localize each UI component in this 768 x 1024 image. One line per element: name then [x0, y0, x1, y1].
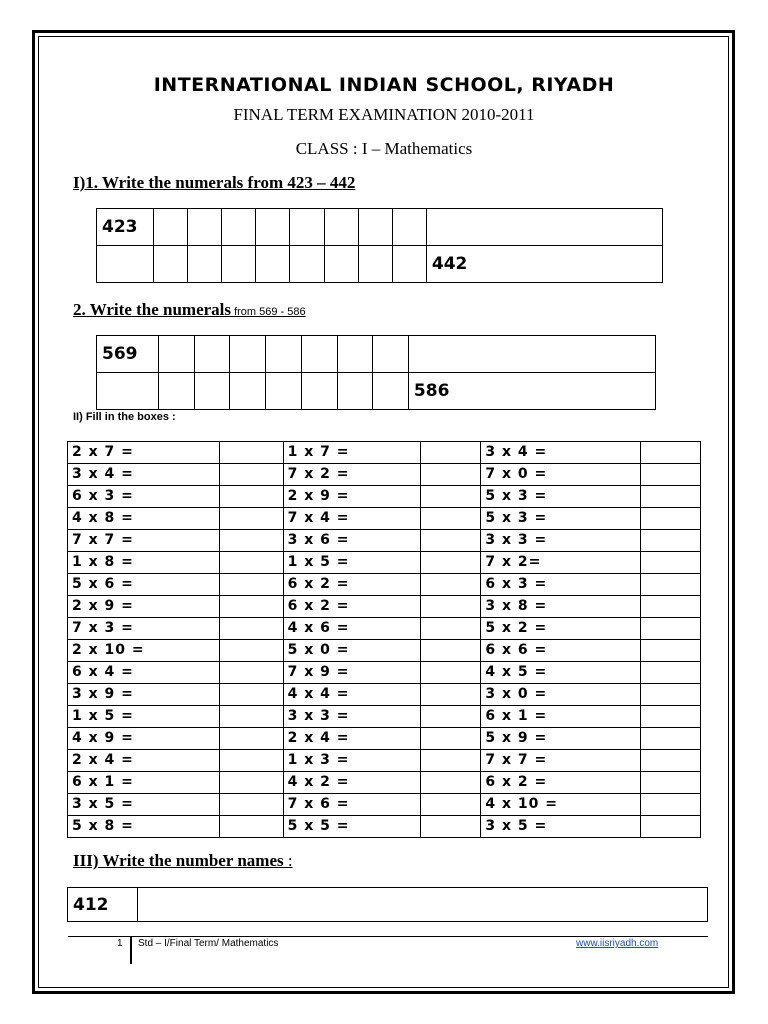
answer-box[interactable]: [219, 442, 283, 464]
multiplication-question: 5 x 0 =: [283, 640, 421, 662]
table-row: [68, 750, 701, 772]
multiplication-question: 2 x 4 =: [283, 728, 421, 750]
numeral-end-cell: 442: [426, 246, 662, 283]
answer-box[interactable]: [219, 684, 283, 706]
numeral-cell[interactable]: [373, 373, 409, 410]
answer-box[interactable]: [641, 486, 701, 508]
answer-box[interactable]: [219, 750, 283, 772]
multiplication-question: 3 x 6 =: [283, 530, 421, 552]
multiplication-question: 6 x 6 =: [481, 640, 641, 662]
answer-box[interactable]: [219, 816, 283, 838]
multiplication-question: 5 x 9 =: [481, 728, 641, 750]
number-cell: 412: [68, 888, 138, 922]
answer-box[interactable]: [421, 706, 481, 728]
numeral-cell[interactable]: [154, 246, 188, 283]
numeral-cell[interactable]: [301, 336, 337, 373]
numeral-cell[interactable]: [154, 209, 188, 246]
numerals-table-2: [96, 335, 656, 410]
answer-box[interactable]: [421, 794, 481, 816]
answer-box[interactable]: [641, 816, 701, 838]
answer-box[interactable]: [641, 684, 701, 706]
numeral-cell[interactable]: [188, 246, 222, 283]
table-row: [68, 662, 701, 684]
table-row: [68, 618, 701, 640]
answer-box[interactable]: [219, 618, 283, 640]
multiplication-question: 7 x 9 =: [283, 662, 421, 684]
multiplication-question: 1 x 5 =: [283, 552, 421, 574]
multiplication-question: 2 x 10 =: [68, 640, 220, 662]
answer-box[interactable]: [219, 486, 283, 508]
answer-box[interactable]: [219, 530, 283, 552]
answer-box[interactable]: [421, 640, 481, 662]
table-row: [68, 574, 701, 596]
answer-box[interactable]: [421, 816, 481, 838]
numeral-cell[interactable]: [194, 336, 230, 373]
answer-box[interactable]: [219, 464, 283, 486]
multiplication-question: 1 x 5 =: [68, 706, 220, 728]
answer-box[interactable]: [421, 772, 481, 794]
answer-box[interactable]: [421, 574, 481, 596]
multiplication-question: 7 x 7 =: [68, 530, 220, 552]
answer-box[interactable]: [641, 596, 701, 618]
numeral-cell[interactable]: [290, 246, 324, 283]
answer-box[interactable]: [421, 596, 481, 618]
multiplication-question: 6 x 1 =: [481, 706, 641, 728]
question-4-title-text: III) Write the number names: [73, 851, 284, 870]
multiplication-question: 7 x 3 =: [68, 618, 220, 640]
numeral-cell[interactable]: [337, 336, 373, 373]
answer-box[interactable]: [421, 750, 481, 772]
question-4-title: [73, 851, 293, 871]
answer-box[interactable]: [219, 508, 283, 530]
multiplication-question: 1 x 7 =: [283, 442, 421, 464]
answer-box[interactable]: [641, 464, 701, 486]
multiplication-question: 7 x 6 =: [283, 794, 421, 816]
multiplication-question: 6 x 3 =: [481, 574, 641, 596]
numeral-cell[interactable]: [188, 209, 222, 246]
answer-box[interactable]: [219, 596, 283, 618]
numeral-cell[interactable]: [222, 209, 256, 246]
multiplication-question: 3 x 4 =: [68, 464, 220, 486]
answer-box[interactable]: [641, 662, 701, 684]
answer-box[interactable]: [421, 486, 481, 508]
question-2-title: [73, 300, 306, 320]
numeral-cell[interactable]: [159, 373, 195, 410]
numeral-cell[interactable]: [266, 336, 302, 373]
multiplication-question: 5 x 6 =: [68, 574, 220, 596]
multiplication-question: 5 x 3 =: [481, 508, 641, 530]
table-row: [68, 794, 701, 816]
table-row: [68, 464, 701, 486]
answer-box[interactable]: [641, 750, 701, 772]
answer-box[interactable]: [219, 728, 283, 750]
answer-box[interactable]: [219, 552, 283, 574]
multiplication-question: 6 x 3 =: [68, 486, 220, 508]
answer-box[interactable]: [421, 508, 481, 530]
multiplication-question: 5 x 2 =: [481, 618, 641, 640]
answer-box[interactable]: [219, 772, 283, 794]
question-2-title-text: 2. Write the numerals: [73, 300, 232, 319]
numeral-cell[interactable]: [97, 246, 154, 283]
numeral-cell[interactable]: [426, 209, 662, 246]
numeral-cell[interactable]: [97, 373, 159, 410]
multiplication-question: 2 x 7 =: [68, 442, 220, 464]
numeral-start-cell: 569: [97, 336, 159, 373]
answer-box[interactable]: [641, 552, 701, 574]
table-row: [68, 442, 701, 464]
numeral-start-cell: 423: [97, 209, 154, 246]
numeral-cell[interactable]: [230, 336, 266, 373]
answer-box[interactable]: [641, 442, 701, 464]
numeral-cell[interactable]: [222, 246, 256, 283]
multiplication-question: 3 x 9 =: [68, 684, 220, 706]
answer-box[interactable]: [641, 794, 701, 816]
numeral-cell[interactable]: [373, 336, 409, 373]
question-4-colon: :: [283, 851, 293, 870]
answer-box[interactable]: [219, 794, 283, 816]
numeral-cell[interactable]: [392, 246, 426, 283]
table-row: [68, 640, 701, 662]
multiplication-question: 4 x 5 =: [481, 662, 641, 684]
multiplication-question: 5 x 5 =: [283, 816, 421, 838]
multiplication-question: 3 x 8 =: [481, 596, 641, 618]
multiplication-question: 6 x 2 =: [481, 772, 641, 794]
answer-box[interactable]: [641, 574, 701, 596]
numeral-cell[interactable]: [230, 373, 266, 410]
multiplication-question: 4 x 10 =: [481, 794, 641, 816]
numeral-cell[interactable]: [266, 373, 302, 410]
multiplication-table: [67, 441, 701, 838]
school-name: INTERNATIONAL INDIAN SCHOOL, RIYADH: [153, 74, 615, 96]
class-subject: CLASS : I – Mathematics: [295, 139, 473, 158]
multiplication-question: 1 x 3 =: [283, 750, 421, 772]
answer-box[interactable]: [219, 574, 283, 596]
footer-page-number: 1: [117, 938, 123, 949]
table-row: [68, 486, 701, 508]
answer-box[interactable]: [421, 442, 481, 464]
table-row: [68, 596, 701, 618]
numeral-cell[interactable]: [392, 209, 426, 246]
multiplication-question: 4 x 4 =: [283, 684, 421, 706]
multiplication-question: 6 x 4 =: [68, 662, 220, 684]
multiplication-question: 5 x 3 =: [481, 486, 641, 508]
answer-box[interactable]: [219, 706, 283, 728]
numeral-end-cell: 586: [408, 373, 655, 410]
numeral-cell[interactable]: [256, 209, 290, 246]
footer-divider: [68, 936, 708, 937]
number-names-table: [67, 887, 708, 922]
numeral-cell[interactable]: [324, 246, 358, 283]
multiplication-question: 7 x 2=: [481, 552, 641, 574]
multiplication-question: 4 x 9 =: [68, 728, 220, 750]
multiplication-question: 3 x 3 =: [283, 706, 421, 728]
table-row: [68, 728, 701, 750]
multiplication-question: 7 x 7 =: [481, 750, 641, 772]
answer-box[interactable]: [421, 662, 481, 684]
multiplication-question: 3 x 4 =: [481, 442, 641, 464]
number-name-answer-cell[interactable]: [138, 888, 708, 922]
numeral-cell[interactable]: [256, 246, 290, 283]
multiplication-question: 7 x 0 =: [481, 464, 641, 486]
answer-box[interactable]: [641, 508, 701, 530]
answer-box[interactable]: [641, 772, 701, 794]
answer-box[interactable]: [421, 552, 481, 574]
question-1-title: I)1. Write the numerals from 423 – 442: [73, 173, 356, 192]
numeral-cell[interactable]: [408, 336, 655, 373]
multiplication-question: 7 x 2 =: [283, 464, 421, 486]
footer-text: Std – I/Final Term/ Mathematics: [138, 938, 279, 949]
answer-box[interactable]: [421, 684, 481, 706]
table-row: [68, 706, 701, 728]
numeral-cell[interactable]: [358, 209, 392, 246]
multiplication-question: 3 x 0 =: [481, 684, 641, 706]
footer-separator: [130, 936, 132, 964]
numerals-table-1: [96, 208, 663, 283]
multiplication-question: 2 x 9 =: [283, 486, 421, 508]
answer-box[interactable]: [641, 706, 701, 728]
answer-box[interactable]: [219, 662, 283, 684]
numeral-cell[interactable]: [159, 336, 195, 373]
answer-box[interactable]: [641, 640, 701, 662]
multiplication-question: 6 x 2 =: [283, 596, 421, 618]
answer-box[interactable]: [421, 530, 481, 552]
multiplication-question: 3 x 3 =: [481, 530, 641, 552]
answer-box[interactable]: [641, 728, 701, 750]
footer-link[interactable]: www.iisriyadh.com: [576, 938, 659, 949]
table-row: [68, 816, 701, 838]
table-row: [68, 772, 701, 794]
answer-box[interactable]: [641, 618, 701, 640]
answer-box[interactable]: [421, 464, 481, 486]
multiplication-question: 4 x 2 =: [283, 772, 421, 794]
multiplication-question: 1 x 8 =: [68, 552, 220, 574]
multiplication-question: 3 x 5 =: [68, 794, 220, 816]
numeral-cell[interactable]: [358, 246, 392, 283]
table-row: [68, 530, 701, 552]
question-2-range: from 569 - 586: [231, 306, 306, 318]
numeral-cell[interactable]: [194, 373, 230, 410]
numeral-cell[interactable]: [324, 209, 358, 246]
table-row: [68, 684, 701, 706]
numeral-cell[interactable]: [301, 373, 337, 410]
question-3-title: II) Fill in the boxes :: [73, 411, 176, 423]
numeral-cell[interactable]: [337, 373, 373, 410]
answer-box[interactable]: [421, 618, 481, 640]
multiplication-question: 2 x 4 =: [68, 750, 220, 772]
multiplication-question: 2 x 9 =: [68, 596, 220, 618]
answer-box[interactable]: [641, 530, 701, 552]
numeral-cell[interactable]: [290, 209, 324, 246]
multiplication-question: 5 x 8 =: [68, 816, 220, 838]
multiplication-question: 4 x 8 =: [68, 508, 220, 530]
exam-title: FINAL TERM EXAMINATION 2010-2011: [233, 105, 535, 124]
answer-box[interactable]: [421, 728, 481, 750]
multiplication-question: 7 x 4 =: [283, 508, 421, 530]
multiplication-question: 6 x 2 =: [283, 574, 421, 596]
multiplication-question: 6 x 1 =: [68, 772, 220, 794]
multiplication-question: 3 x 5 =: [481, 816, 641, 838]
multiplication-question: 4 x 6 =: [283, 618, 421, 640]
table-row: [68, 552, 701, 574]
table-row: [68, 508, 701, 530]
answer-box[interactable]: [219, 640, 283, 662]
